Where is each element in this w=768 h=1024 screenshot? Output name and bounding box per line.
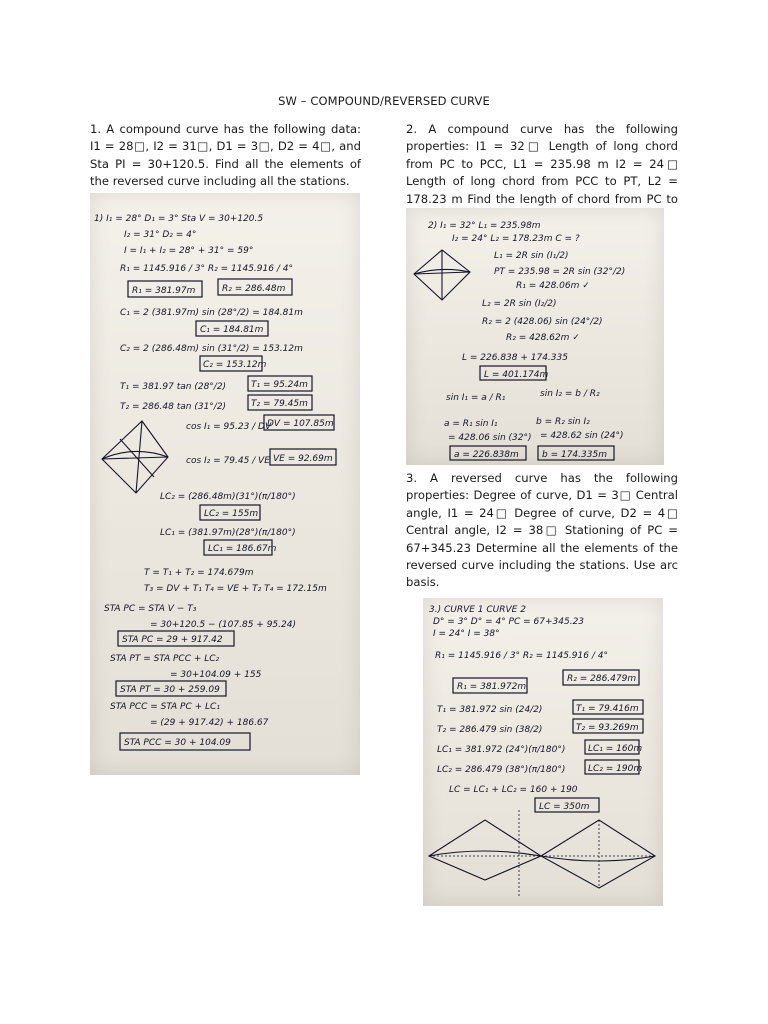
sol1-line: T₁ = 381.97 tan (28°/2) [120, 382, 227, 392]
solution-3-photo [423, 598, 663, 906]
solution-1-handwriting [90, 193, 360, 775]
sol3-line: LC₂ = 286.479 (38°)(π/180°) [437, 765, 566, 775]
sol1-line: cos I₂ = 79.45 / VE [186, 456, 270, 466]
sol1-answer: R₁ = 381.97m [132, 286, 196, 296]
sol1-line: R₁ = 1145.916 / 3° R₂ = 1145.916 / 4° [120, 264, 293, 274]
sol1-line: 1) I₁ = 28° D₁ = 3° Sta V = 30+120.5 [94, 214, 264, 224]
sol3-line: LC₁ = 381.972 (24°)(π/180°) [437, 745, 566, 755]
sol2-line: sin I₁ = a / R₁ [446, 393, 506, 403]
solution-2-photo [406, 208, 664, 465]
sol2-line: L = 226.838 + 174.335 [462, 353, 568, 363]
problem-2-text: 2. A compound curve has the following properties: I1 = 32□ Length of long chord from PC to PCC, L1 = 235.98 m I2 = 24□ Length of long chord from PCC to PT, L2 = 178.23 m Find the length of chord from PC to [406, 122, 678, 206]
sol1-answer: LC₁ = 186.67m [208, 544, 277, 554]
sol1-answer: VE = 92.69m [273, 454, 333, 464]
sol1-line: = (29 + 917.42) + 186.67 [150, 718, 269, 728]
sol2-line: PT = 235.98 = 2R sin (32°/2) [494, 267, 626, 277]
sol1-line: STA PC = STA V − T₃ [104, 604, 197, 614]
sol1-answer: STA PCC = 30 + 104.09 [124, 738, 231, 748]
sol2-line: 2) I₁ = 32° L₁ = 235.98m [428, 221, 541, 231]
sol1-line: cos I₁ = 95.23 / DV [186, 422, 272, 432]
sol3-line: LC = LC₁ + LC₂ = 160 + 190 [449, 785, 578, 795]
sol1-answer: T₂ = 79.45m [251, 399, 308, 409]
compound-curve-sketch [414, 250, 470, 300]
sol2-answer: b = 174.335m [542, 450, 607, 460]
sol2-line: R₂ = 428.62m ✓ [506, 333, 580, 343]
sol1-line: I = I₁ + I₂ = 28° + 31° = 59° [124, 246, 254, 256]
sol1-answer: C₂ = 153.12m [203, 360, 267, 370]
sol3-line: 3.) CURVE 1 CURVE 2 [429, 605, 526, 615]
sol2-answer: L = 401.174m [484, 370, 549, 380]
sol1-answer: C₁ = 184.81m [200, 325, 264, 335]
problem-1-text: 1. A compound curve has the following data: I1 = 28□, I2 = 31□, D1 = 3□, D2 = 4□, and Sta PI = 30+120.5. Find all the elements of the reversed curve including all the stations. [90, 122, 361, 189]
sol1-line: T₃ = DV + T₁ T₄ = VE + T₂ T₄ = 172.15m [144, 584, 327, 594]
sol3-answer: LC₂ = 190m [588, 764, 643, 774]
sol2-line: b = R₂ sin I₂ [536, 417, 590, 427]
sol1-line: = 30+104.09 + 155 [170, 670, 262, 680]
sol1-line: C₂ = 2 (286.48m) sin (31°/2) = 153.12m [120, 344, 303, 354]
sol3-answer: R₁ = 381.972m [457, 682, 527, 692]
sol1-line: STA PT = STA PCC + LC₂ [110, 654, 220, 664]
sol3-line: I = 24° I = 38° [433, 629, 500, 639]
solution-1-photo [90, 193, 360, 775]
sol3-line: T₂ = 286.479 sin (38/2) [437, 725, 543, 735]
sol3-line: R₁ = 1145.916 / 3° R₂ = 1145.916 / 4° [435, 651, 608, 661]
sol1-line: T₂ = 286.48 tan (31°/2) [120, 402, 227, 412]
sol1-line: STA PCC = STA PC + LC₁ [110, 702, 220, 712]
sol3-answer: LC₁ = 160m [588, 744, 643, 754]
sol2-line: sin I₂ = b / R₂ [540, 389, 600, 399]
sol1-line: I₂ = 31° D₂ = 4° [124, 230, 197, 240]
sol1-answer: STA PC = 29 + 917.42 [122, 635, 223, 645]
sol1-answer: LC₂ = 155m [204, 509, 259, 519]
sol1-answer: DV = 107.85m [267, 419, 334, 429]
reversed-curve-sketch [429, 810, 655, 898]
sol3-line: T₁ = 381.972 sin (24/2) [437, 705, 543, 715]
sol2-answer: a = 226.838m [454, 450, 519, 460]
sol1-answer: R₂ = 286.48m [222, 284, 286, 294]
sol1-line: = 30+120.5 − (107.85 + 95.24) [150, 620, 296, 630]
sol2-line: I₂ = 24° L₂ = 178.23m C = ? [452, 234, 580, 244]
sol2-line: a = R₁ sin I₁ [444, 419, 498, 429]
sol2-line: = 428.62 sin (24°) [540, 431, 624, 441]
sol1-line: LC₁ = (381.97m)(28°)(π/180°) [160, 528, 296, 538]
sol3-answer: LC = 350m [539, 802, 590, 812]
sol2-line: = 428.06 sin (32°) [448, 433, 532, 443]
sol2-line: L₁ = 2R sin (I₁/2) [494, 251, 569, 261]
sol1-answer: T₁ = 95.24m [251, 380, 308, 390]
sol2-line: R₁ = 428.06m ✓ [516, 281, 590, 291]
sol3-answer: R₂ = 286.479m [567, 674, 637, 684]
sol1-line: T = T₁ + T₂ = 174.679m [144, 568, 254, 578]
problem-3-text: 3. A reversed curve has the following properties: Degree of curve, D1 = 3□ Central angle, I1 = 24□ Degree of curve, D2 = 4□ Central angle, I2 = 38□ Stationing of PC = 67+345.23 Determine all the elements of the reversed curve including the stations. Use arc basis. [406, 471, 678, 590]
solution-3-handwriting [423, 598, 663, 906]
page-title: SW – COMPOUND/REVERSED CURVE [278, 94, 490, 108]
sol1-answer: STA PT = 30 + 259.09 [120, 685, 220, 695]
sol1-line: LC₂ = (286.48m)(31°)(π/180°) [160, 492, 296, 502]
sol2-line: R₂ = 2 (428.06) sin (24°/2) [482, 317, 603, 327]
sol3-answer: T₂ = 93.269m [576, 723, 639, 733]
sol3-answer: T₁ = 79.416m [576, 704, 639, 714]
sol1-line: C₁ = 2 (381.97m) sin (28°/2) = 184.81m [120, 308, 303, 318]
sol2-line: L₂ = 2R sin (I₂/2) [482, 299, 557, 309]
compound-curve-sketch [102, 421, 168, 493]
sol3-line: D° = 3° D° = 4° PC = 67+345.23 [433, 617, 585, 627]
solution-2-handwriting [406, 208, 664, 465]
